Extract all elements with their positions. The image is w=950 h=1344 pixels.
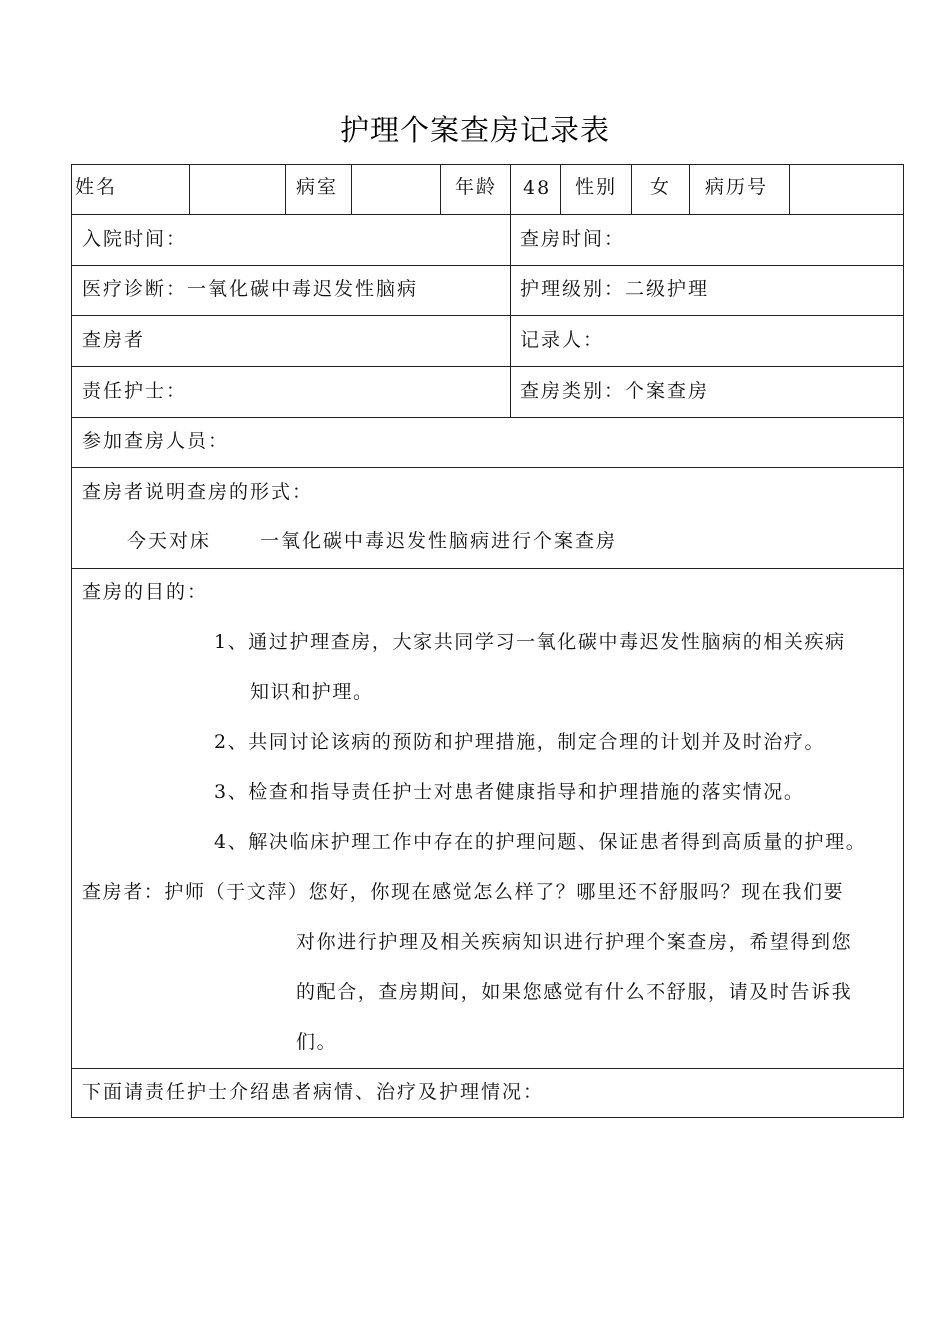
column-divider — [189, 164, 190, 214]
column-divider — [510, 214, 511, 417]
purpose-item-4: 4、解决临床护理工作中存在的护理问题、保证患者得到高质量的护理。 — [214, 831, 867, 853]
round-type-field: 查房类别：个案查房 — [520, 380, 710, 402]
round-form-heading: 查房者说明查房的形式： — [82, 481, 314, 503]
dialog-line-1: 查房者：护师（于文萍）您好，你现在感觉怎么样了？哪里还不舒服吗？现在我们要 — [82, 881, 845, 903]
round-time-field: 查房时间： — [520, 228, 626, 250]
ward-label: 病室 — [296, 176, 339, 198]
column-divider — [351, 164, 352, 214]
name-label: 姓名 — [75, 176, 118, 198]
purpose-heading: 查房的目的： — [82, 581, 209, 603]
purpose-item-1-line-1: 1、通过护理查房，大家共同学习一氧化碳中毒迟发性脑病的相关疾病 — [214, 631, 846, 653]
column-divider — [631, 164, 632, 214]
dialog-line-2: 对你进行护理及相关疾病知识进行护理个案查房，希望得到您 — [296, 931, 853, 953]
round-form-text-b: 一氧化碳中毒迟发性脑病进行个案查房 — [260, 530, 618, 552]
row-divider — [71, 467, 904, 468]
dialog-line-4: 们。 — [296, 1031, 338, 1053]
page-title: 护理个案查房记录表 — [339, 113, 610, 147]
column-divider — [560, 164, 561, 214]
round-leader-field: 查房者 — [82, 329, 146, 351]
row-divider — [71, 1068, 904, 1069]
column-divider — [510, 164, 511, 214]
row-divider — [71, 568, 904, 569]
column-divider — [789, 164, 790, 214]
responsible-nurse-field: 责任护士： — [82, 380, 188, 402]
nursing-level-field: 护理级别：二级护理 — [520, 278, 710, 300]
column-divider — [440, 164, 441, 214]
row-divider — [71, 214, 904, 215]
purpose-item-3: 3、检查和指导责任护士对患者健康指导和护理措施的落实情况。 — [214, 781, 805, 803]
row-divider — [71, 315, 904, 316]
participants-field: 参加查房人员： — [82, 430, 230, 452]
sex-label: 性别 — [575, 176, 618, 198]
diagnosis-field: 医疗诊断：一氧化碳中毒迟发性脑病 — [82, 278, 419, 300]
case-introduction-field: 下面请责任护士介绍患者病情、治疗及护理情况： — [82, 1081, 545, 1103]
row-divider — [71, 265, 904, 266]
row-divider — [71, 366, 904, 367]
purpose-item-1-line-2: 知识和护理。 — [250, 681, 374, 703]
purpose-item-2: 2、共同讨论该病的预防和护理措施，制定合理的计划并及时治疗。 — [214, 731, 826, 753]
column-divider — [285, 164, 286, 214]
round-form-text-a: 今天对床 — [127, 530, 212, 552]
column-divider — [689, 164, 690, 214]
age-value: 48 — [523, 177, 552, 199]
dialog-line-3: 的配合，查房期间，如果您感觉有什么不舒服，请及时告诉我 — [296, 981, 853, 1003]
admission-time-field: 入院时间： — [82, 228, 188, 250]
sex-value: 女 — [650, 176, 672, 198]
age-label: 年龄 — [455, 176, 498, 198]
row-divider — [71, 417, 904, 418]
record-number-label: 病历号 — [705, 176, 769, 198]
recorder-field: 记录人： — [520, 329, 605, 351]
